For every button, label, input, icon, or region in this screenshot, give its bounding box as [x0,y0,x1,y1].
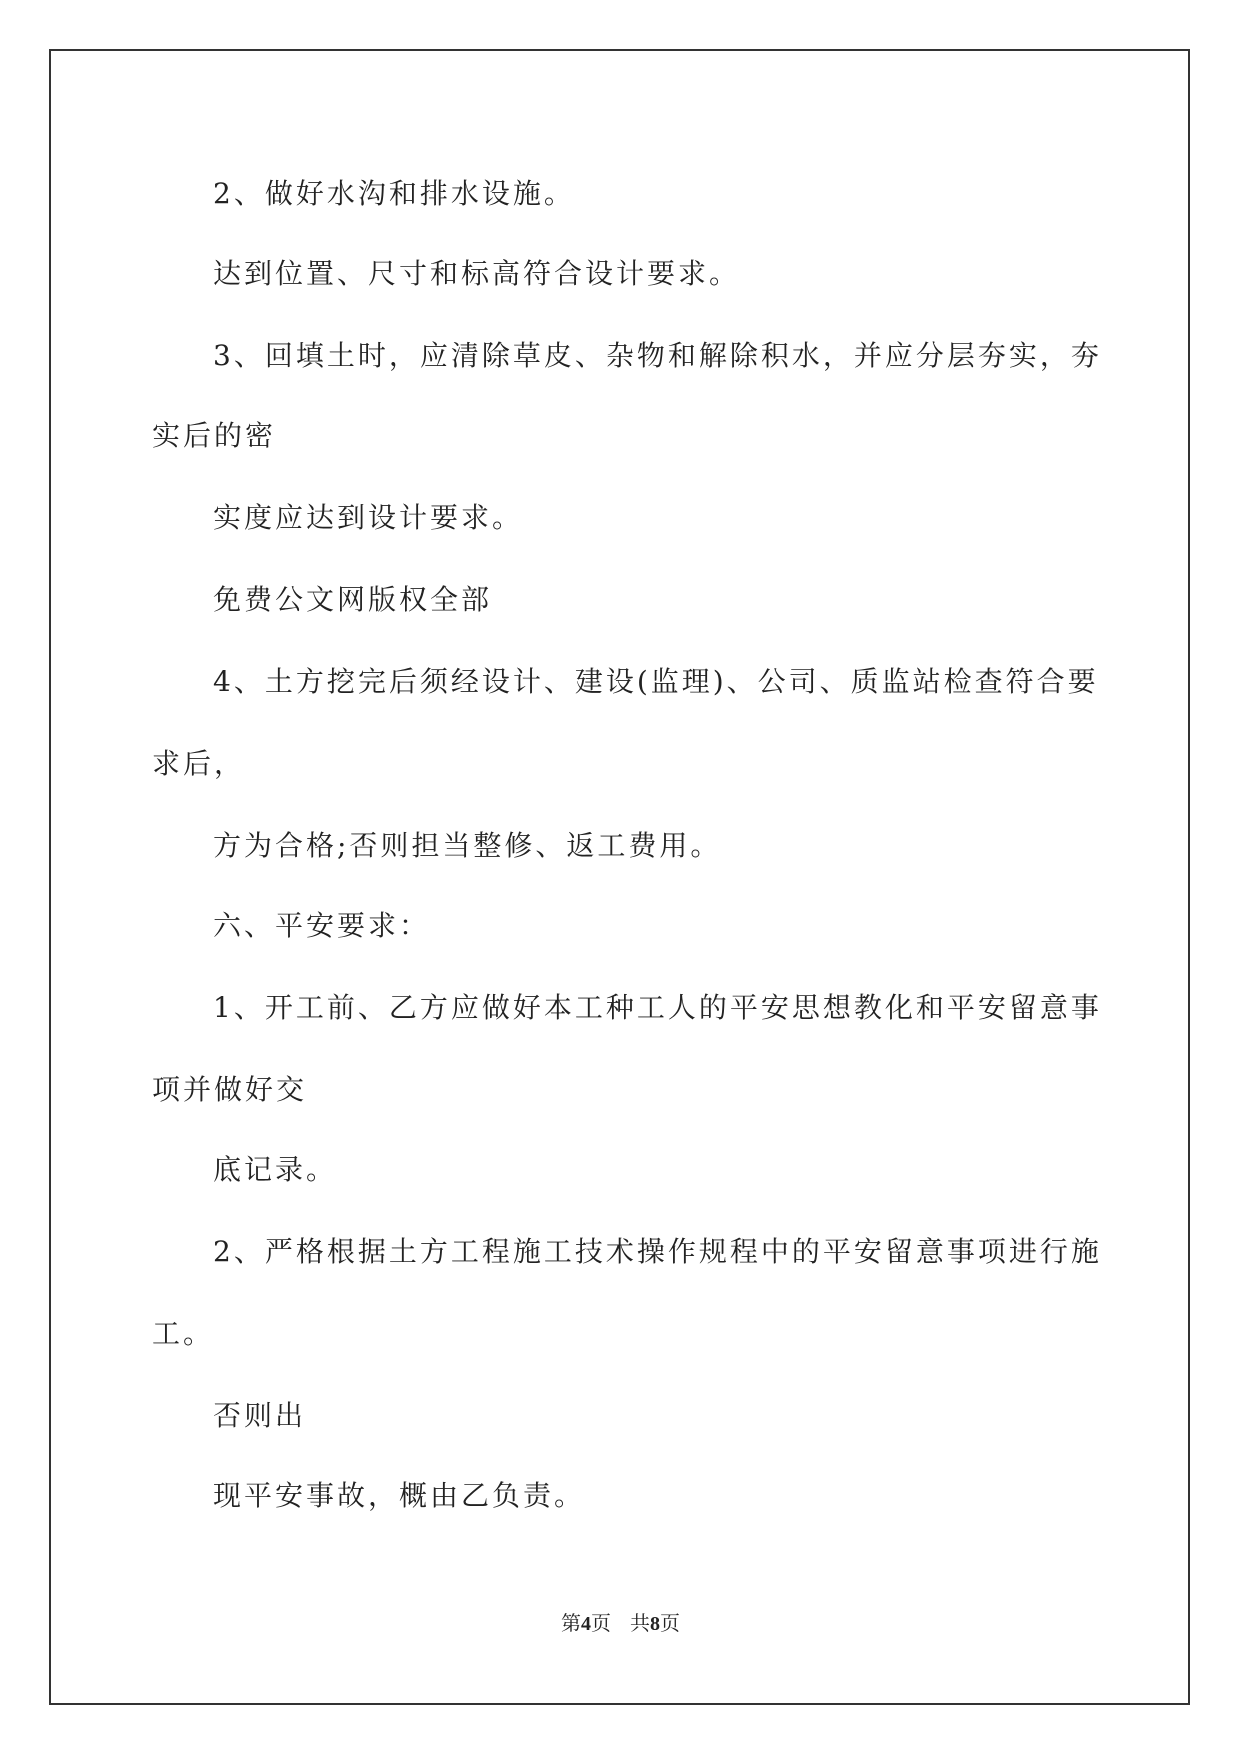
text-line: 2、严格根据土方工程施工技术操作规程中的平安留意事项进行施 [213,1235,1102,1268]
text-line: 2、做好水沟和排水设施。 [213,177,575,210]
text-line: 工。 [152,1317,215,1350]
text-line: 达到位置、尺寸和标高符合设计要求。 [213,257,741,290]
current-page-number: 4 [580,1613,591,1635]
page-border [49,49,1190,1705]
section-heading: 六、平安要求： [213,909,431,942]
text-line: 4、土方挖完后须经设计、建设(监理)、公司、质监站检查符合要 [213,665,1099,698]
text-line: 实后的密 [152,419,277,452]
footer-page-unit: 页 [590,1611,611,1635]
text-line: 项并做好交 [152,1073,308,1106]
text-line: 1、开工前、乙方应做好本工种工人的平安思想教化和平安留意事 [213,991,1102,1024]
text-line: 否则出 [213,1399,307,1432]
text-line: 底记录。 [213,1153,338,1186]
text-line: 求后， [152,747,246,780]
total-page-count: 8 [650,1613,661,1635]
text-line: 免费公文网版权全部 [213,583,493,616]
footer-total-unit: 页 [660,1611,681,1635]
footer-prefix: 第 [560,1611,581,1635]
footer-total-prefix: 共 [630,1611,651,1635]
page-footer [0,1610,1241,1637]
text-line: 实度应达到设计要求。 [213,501,524,534]
text-line: 3、回填土时，应清除草皮、杂物和解除积水，并应分层夯实，夯 [213,339,1102,372]
text-line: 现平安事故，概由乙负责。 [213,1479,586,1512]
text-line: 方为合格;否则担当整修、返工费用。 [213,829,722,862]
